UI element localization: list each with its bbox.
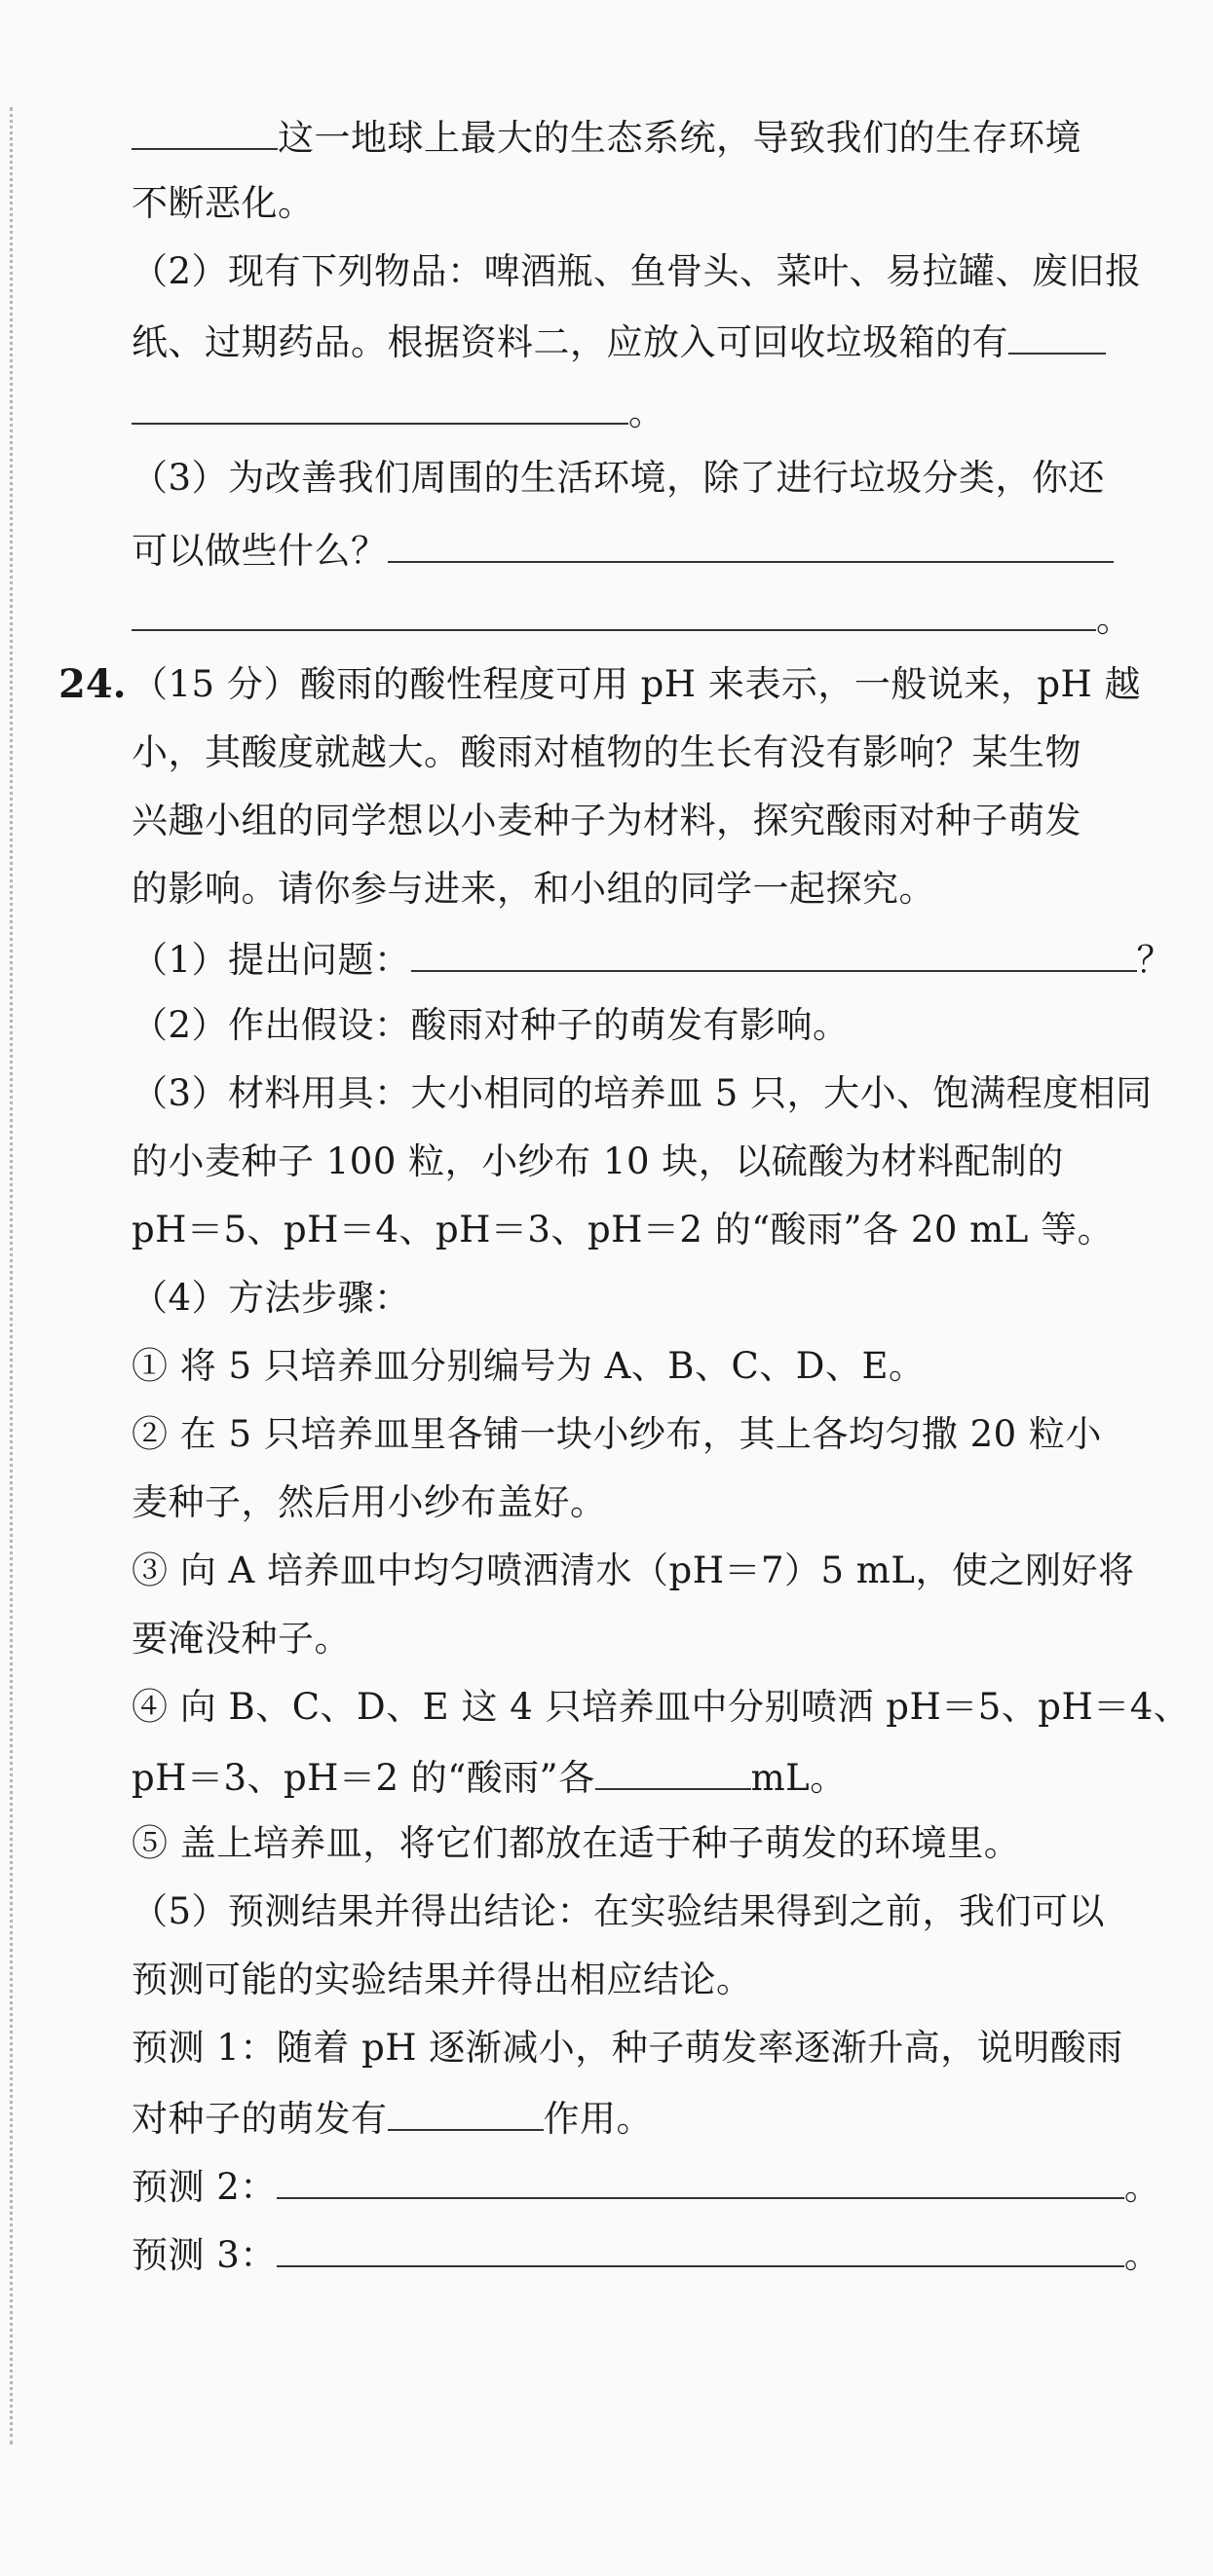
q24-step1: （1）提出问题： ？ xyxy=(132,933,1116,982)
question-number: 24. xyxy=(58,661,127,707)
q24-intro-line1: （15 分）酸雨的酸性程度可用 pH 来表示，一般说来，pH 越 xyxy=(132,663,1142,705)
answer-blank[interactable] xyxy=(411,933,1137,972)
q24-intro-line2: 小，其酸度就越大。酸雨对植物的生长有没有影响？某生物 xyxy=(132,731,1081,773)
q24-intro-line4: 的影响。请你参与进来，和小组的同学一起探究。 xyxy=(132,868,935,910)
q23-part2-line1: （2）现有下列物品：啤酒瓶、鱼骨头、菜叶、易拉罐、废旧报 xyxy=(132,250,1142,292)
q24-method2-line2: 麦种子，然后用小纱布盖好。 xyxy=(132,1481,607,1523)
q23-part3-line3: 。 xyxy=(132,592,1116,641)
q24-step2: （2）作出假设：酸雨对种子的萌发有影响。 xyxy=(132,1004,850,1046)
q24-step3-line2: 的小麦种子 100 粒，小纱布 10 块，以硫酸为材料配制的 xyxy=(132,1140,1064,1182)
q23-part2-line3: 。 xyxy=(132,386,1116,434)
q24-intro-line3: 兴趣小组的同学想以小麦种子为材料，探究酸雨对种子萌发 xyxy=(132,800,1081,841)
q24-method1: ① 将 5 只培养皿分别编号为 A、B、C、D、E。 xyxy=(132,1345,926,1387)
q24-prediction2: 预测 2： 。 xyxy=(132,2160,1116,2209)
q24-method4-line2: pH＝3、pH＝2 的“酸雨”各 mL。 xyxy=(132,1751,1116,1800)
answer-blank[interactable] xyxy=(388,524,1114,563)
q24-method2-line1: ② 在 5 只培养皿里各铺一块小纱布，其上各均匀撒 20 粒小 xyxy=(132,1413,1102,1455)
binding-margin-line xyxy=(10,107,13,2445)
answer-blank[interactable] xyxy=(277,2228,1124,2267)
q24-step3-line3: pH＝5、pH＝4、pH＝3、pH＝2 的“酸雨”各 20 mL 等。 xyxy=(132,1209,1115,1251)
answer-blank[interactable] xyxy=(388,2092,544,2131)
answer-blank[interactable] xyxy=(132,111,278,150)
answer-blank[interactable] xyxy=(1008,316,1106,355)
q23-line2: 不断恶化。 xyxy=(132,182,315,224)
q24-method4-line1: ④ 向 B、C、D、E 这 4 只培养皿中分别喷洒 pH＝5、pH＝4、 xyxy=(132,1686,1191,1728)
q23-part3-line2: 可以做些什么？ xyxy=(132,524,1116,573)
answer-blank[interactable] xyxy=(132,592,1096,631)
q23-line1: 这一地球上最大的生态系统，导致我们的生存环境 xyxy=(132,111,1116,160)
answer-blank[interactable] xyxy=(595,1751,751,1790)
answer-blank[interactable] xyxy=(132,386,628,425)
q24-step5-line1: （5）预测结果并得出结论：在实验结果得到之前，我们可以 xyxy=(132,1890,1106,1932)
q24-method3-line1: ③ 向 A 培养皿中均匀喷洒清水（pH＝7）5 mL，使之刚好将 xyxy=(132,1549,1135,1591)
q24-step3-line1: （3）材料用具：大小相同的培养皿 5 只，大小、饱满程度相同 xyxy=(132,1072,1153,1114)
q24-prediction3: 预测 3： 。 xyxy=(132,2228,1116,2277)
q24-step4: （4）方法步骤： xyxy=(132,1277,411,1319)
q23-part2-line2: 纸、过期药品。根据资料二，应放入可回收垃圾箱的有 xyxy=(132,316,1116,364)
q24-prediction1-line2: 对种子的萌发有 作用。 xyxy=(132,2092,1116,2141)
q24-method3-line2: 要淹没种子。 xyxy=(132,1618,351,1660)
q24-method5: ⑤ 盖上培养皿，将它们都放在适于种子萌发的环境里。 xyxy=(132,1822,1021,1864)
answer-blank[interactable] xyxy=(277,2160,1124,2199)
q24-prediction1-line1: 预测 1：随着 pH 逐渐减小，种子萌发率逐渐升高，说明酸雨 xyxy=(132,2027,1123,2069)
q24-step5-line2: 预测可能的实验结果并得出相应结论。 xyxy=(132,1959,753,2000)
q23-part3-line1: （3）为改善我们周围的生活环境，除了进行垃圾分类，你还 xyxy=(132,457,1106,499)
